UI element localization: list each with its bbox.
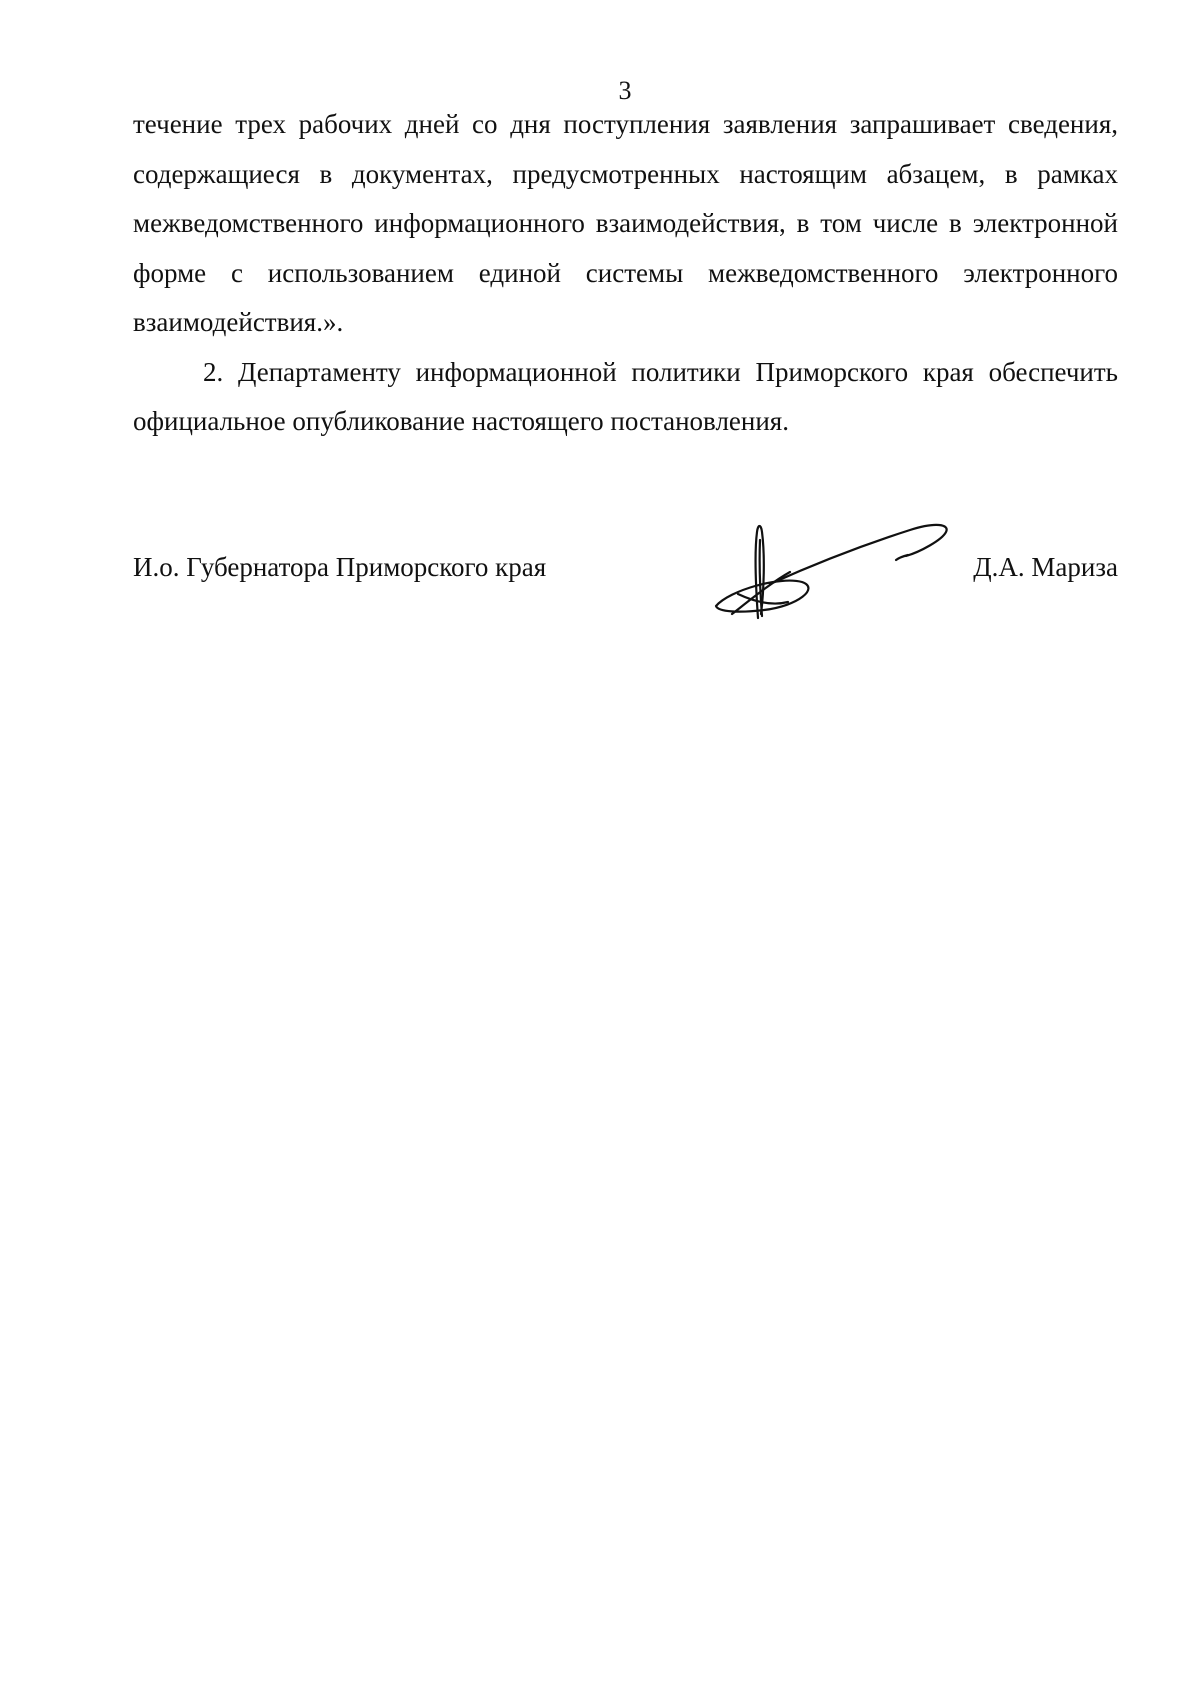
signer-position: И.о. Губернатора Приморского края <box>133 552 547 582</box>
paragraph-continued: течение трех рабочих дней со дня поступления заявления запрашивает сведения, содержащиеся в документах, предусмотренных настоящим абзацем, в рамках межведомственного информационного взаимодействия, в том числе в электронной форме с использованием единой системы межведомственного электронного взаимодействия.». <box>133 109 1118 337</box>
signature-block <box>133 547 1118 587</box>
handwritten-signature-icon <box>710 510 970 620</box>
document-body <box>133 100 1118 447</box>
page-number: 3 <box>618 76 632 105</box>
paragraph-item-2: 2. Департаменту информационной политики Приморского края обеспечить официальное опубликование настоящего постановления. <box>133 356 1118 436</box>
signer-name: Д.А. Мариза <box>973 552 1118 582</box>
